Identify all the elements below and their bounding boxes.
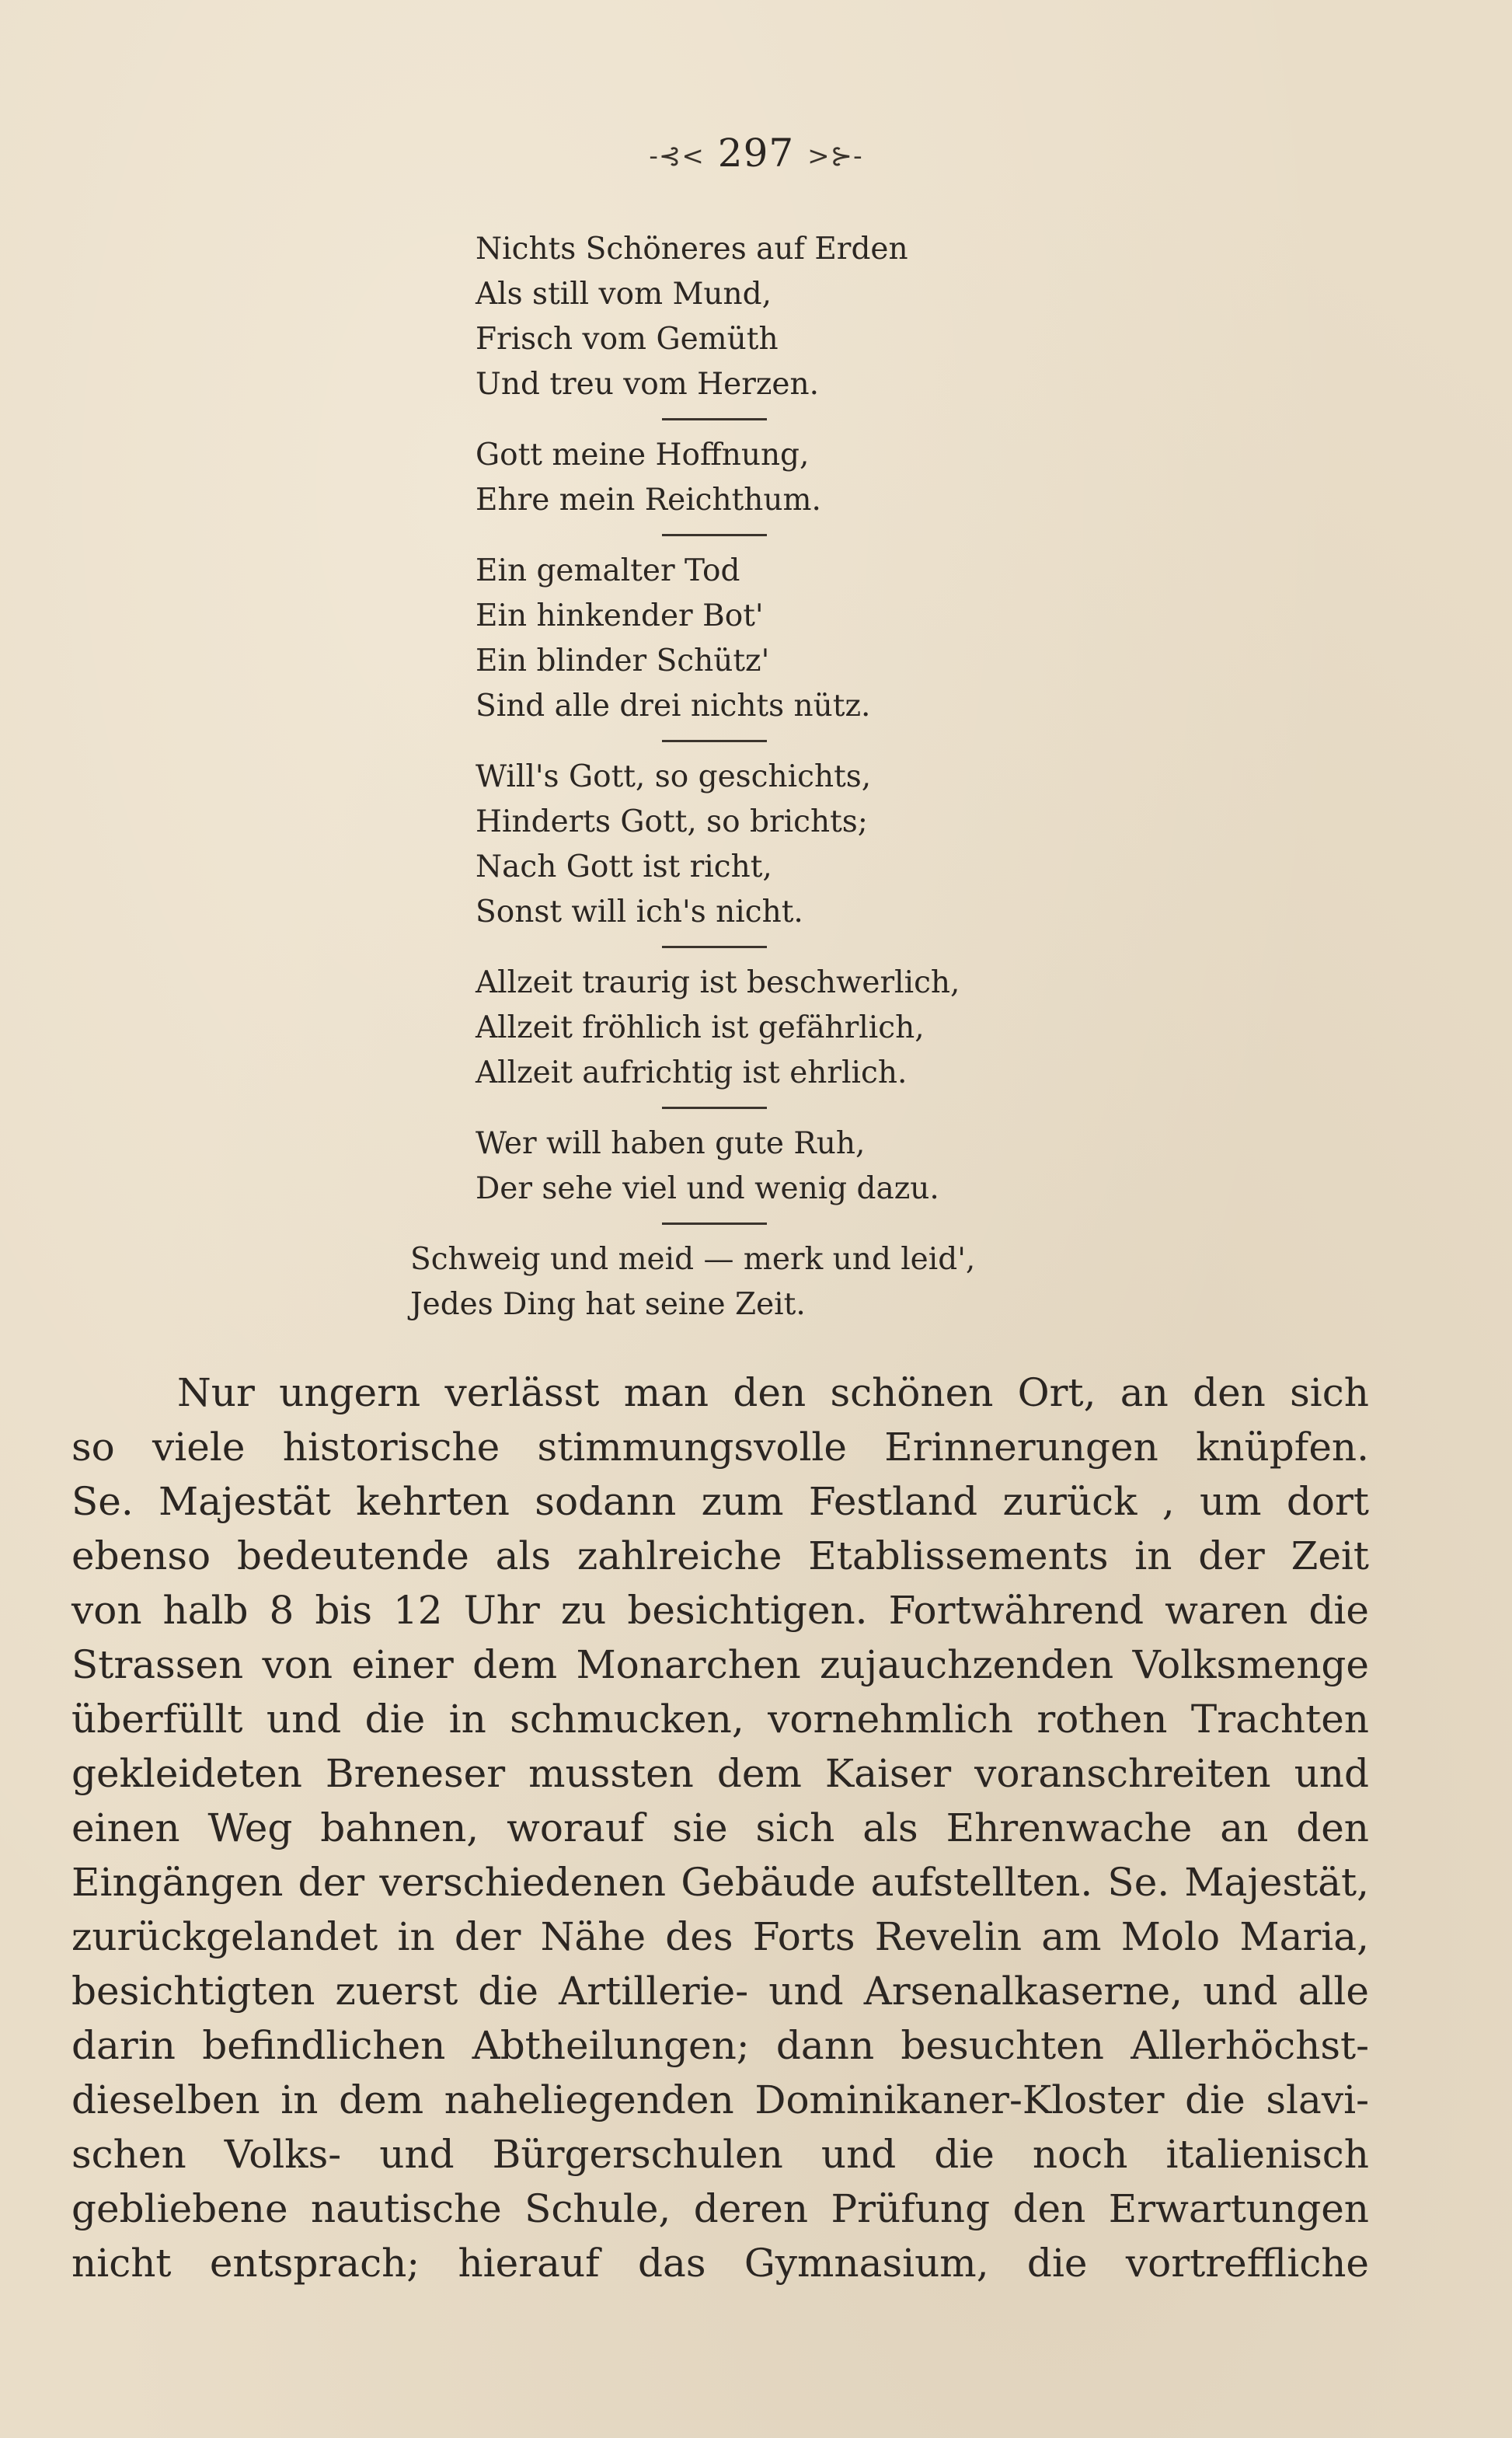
paragraph-line: besichtigten zuerst die Artillerie- und Arsenalkaserne, und alle: [71, 1969, 1369, 2014]
proverb-line: Gott meine Hoffnung,: [476, 438, 810, 473]
divider-rule: [662, 740, 767, 742]
ornament-right-icon: >⊱-: [807, 141, 863, 172]
proverb-stanza: [476, 433, 1066, 523]
paragraph-line: Nur ungern verlässt man den schönen Ort, an den sich: [177, 1370, 1369, 1415]
proverb-stanza: [476, 227, 1066, 407]
proverb-line: Schweig und meid — merk und leid',: [410, 1242, 976, 1277]
page-number: 297: [717, 131, 795, 176]
page-number-header: [0, 131, 1512, 176]
proverb-line: Und treu vom Herzen.: [476, 367, 820, 402]
divider-rule: [662, 418, 767, 420]
proverb-line: Nichts Schöneres auf Erden: [476, 232, 908, 267]
proverb-line: Sind alle drei nichts nütz.: [476, 689, 871, 724]
proverb-line: Jedes Ding hat seine Zeit.: [410, 1287, 806, 1322]
proverb-line: Ehre mein Reichthum.: [476, 483, 821, 518]
proverb-line: Der sehe viel und wenig dazu.: [476, 1171, 939, 1206]
proverb-line: Nach Gott ist richt,: [476, 849, 772, 884]
proverb-stanza: [476, 755, 1066, 935]
paragraph-line: Se. Majestät kehrten sodann zum Festland zurück , um dort: [71, 1479, 1369, 1524]
proverb-line: Ein gemalter Tod: [476, 553, 740, 588]
proverb-line: Ein hinkender Bot': [476, 598, 764, 633]
proverb-line: Allzeit traurig ist beschwerlich,: [476, 965, 960, 1000]
proverb-line: Allzeit fröhlich ist gefährlich,: [476, 1010, 925, 1045]
paragraph-line: von halb 8 bis 12 Uhr zu besichtigen. Fortwährend waren die: [71, 1588, 1369, 1633]
paragraph-line: Strassen von einer dem Monarchen zujauchzenden Volksmenge: [71, 1642, 1369, 1687]
paragraph-line: ebenso bedeutende als zahlreiche Etablissements in der Zeit: [71, 1533, 1369, 1578]
proverbs-block: [410, 227, 1066, 1327]
body-paragraph: [71, 1365, 1369, 2290]
ornament-left-icon: -⊰<: [649, 141, 705, 172]
divider-rule: [662, 946, 767, 948]
proverb-line: Als still vom Mund,: [476, 277, 772, 312]
divider-rule: [662, 1222, 767, 1225]
paragraph-line: Eingängen der verschiedenen Gebäude aufstellten. Se. Majestät,: [71, 1860, 1369, 1905]
proverb-stanza: [476, 1121, 1066, 1212]
proverb-line: Hinderts Gott, so brichts;: [476, 804, 868, 839]
paragraph-line: so viele historische stimmungsvolle Erinnerungen knüpfen.: [71, 1425, 1369, 1470]
proverb-line: Allzeit aufrichtig ist ehrlich.: [476, 1055, 908, 1090]
paragraph-line: überfüllt und die in schmucken, vornehmlich rothen Trachten: [71, 1697, 1369, 1742]
proverb-line: Sonst will ich's nicht.: [476, 895, 803, 930]
paragraph-line: dieselben in dem naheliegenden Dominikaner-Kloster die slavi-: [71, 2077, 1369, 2122]
paragraph-line: einen Weg bahnen, worauf sie sich als Ehrenwache an den: [71, 1805, 1369, 1850]
proverb-line: Wer will haben gute Ruh,: [476, 1126, 866, 1161]
paragraph-line: gebliebene nautische Schule, deren Prüfung den Erwartungen: [71, 2186, 1369, 2231]
paragraph-line: zurückgelandet in der Nähe des Forts Revelin am Molo Maria,: [71, 1914, 1369, 1959]
proverb-stanza: [410, 1237, 1066, 1327]
proverb-stanza: [476, 549, 1066, 729]
paragraph-line: darin befindlichen Abtheilungen; dann besuchten Allerhöchst-: [71, 2023, 1369, 2068]
proverb-line: Frisch vom Gemüth: [476, 322, 779, 357]
divider-rule: [662, 1107, 767, 1109]
divider-rule: [662, 534, 767, 536]
paragraph-line: nicht entsprach; hierauf das Gymnasium, die vortreffliche: [71, 2241, 1369, 2286]
proverb-line: Ein blinder Schütz': [476, 644, 770, 678]
proverb-stanza: [476, 961, 1066, 1096]
proverb-line: Will's Gott, so geschichts,: [476, 759, 872, 794]
paragraph-line: schen Volks- und Bürgerschulen und die noch italienisch: [71, 2132, 1369, 2177]
paragraph-line: gekleideten Breneser mussten dem Kaiser voranschreiten und: [71, 1751, 1369, 1796]
